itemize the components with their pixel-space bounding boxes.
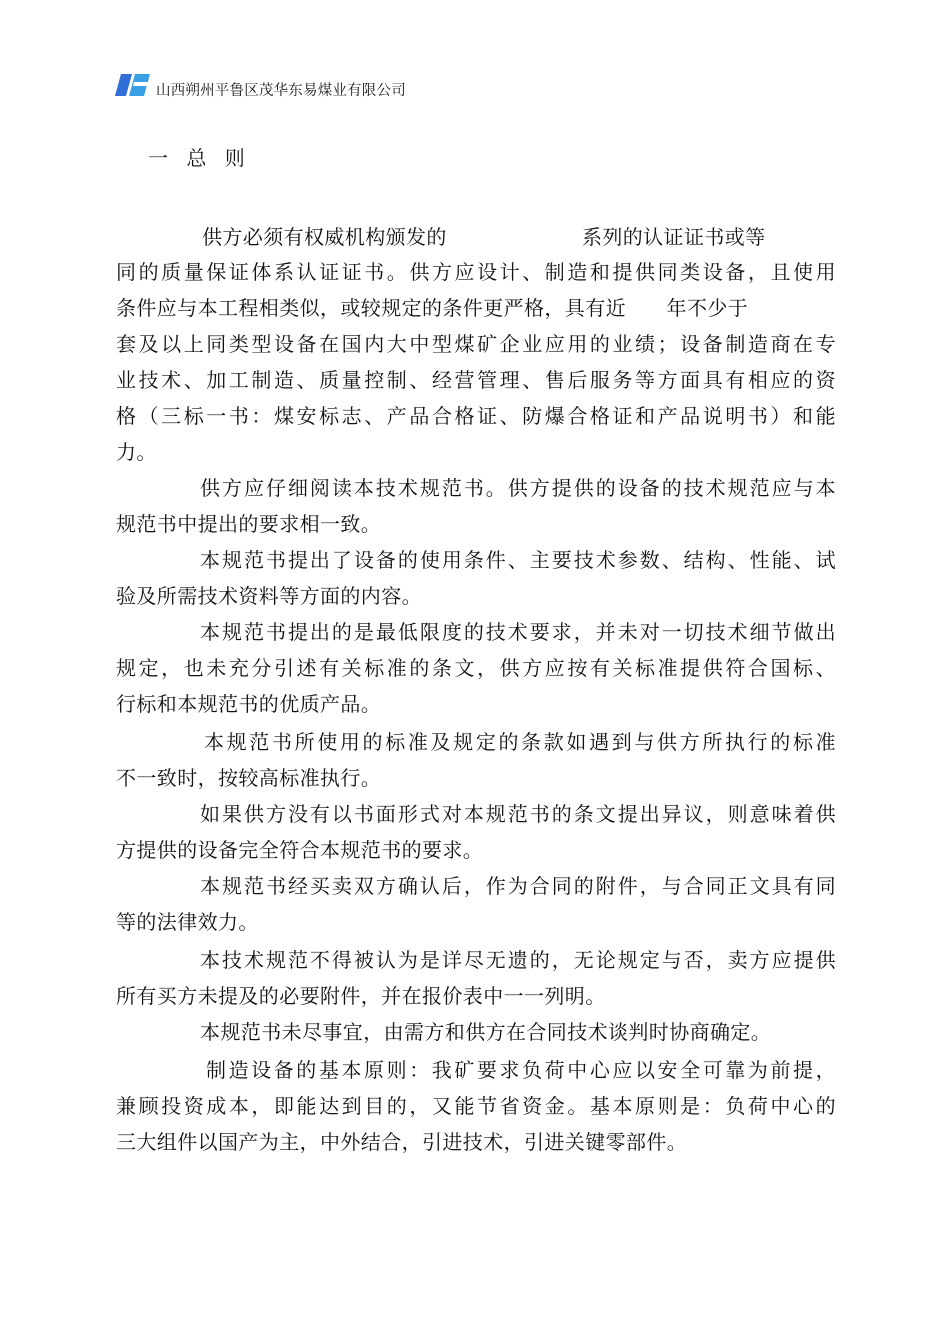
paragraph-line: 本技术规范不得被认为是详尽无遗的，无论规定与否，卖方应提供 <box>200 948 836 972</box>
paragraph-line: 本规范书所使用的标准及规定的条款如遇到与供方所执行的标准 <box>204 730 836 754</box>
paragraph-line: 同的质量保证体系认证证书。供方应设计、制造和提供同类设备，且使用 <box>116 260 836 284</box>
paragraph-line: 本规范书经买卖双方确认后，作为合同的附件，与合同正文具有同 <box>200 874 836 898</box>
paragraph-line: 制造设备的基本原则：我矿要求负荷中心应以安全可靠为前提， <box>206 1058 836 1082</box>
paragraph-line: 等的法律效力。 <box>116 910 259 934</box>
paragraph-line: 本规范书提出的是最低限度的技术要求，并未对一切技术细节做出 <box>200 620 836 644</box>
paragraph-line: 供方必须有权威机构颁发的 系列的认证证书或等 <box>202 225 766 249</box>
paragraph-line: 供方应仔细阅读本技术规范书。供方提供的设备的技术规范应与本 <box>200 476 836 500</box>
paragraph-line: 规范书中提出的要求相一致。 <box>116 512 382 536</box>
paragraph-line: 条件应与本工程相类似，或较规定的条件更严格，具有近 年不少于 <box>116 296 749 320</box>
paragraph-line: 如果供方没有以书面形式对本规范书的条文提出异议，则意味着供 <box>200 802 836 826</box>
paragraph-line: 力。 <box>116 440 157 464</box>
paragraph-line: 格（三标一书：煤安标志、产品合格证、防爆合格证和产品说明书）和能 <box>116 404 836 428</box>
paragraph-line: 不一致时，按较高标准执行。 <box>116 766 382 790</box>
paragraph-line: 行标和本规范书的优质产品。 <box>116 692 382 716</box>
paragraph-line: 三大组件以国产为主，中外结合，引进技术，引进关键零部件。 <box>116 1130 688 1154</box>
paragraph-line: 规定，也未充分引述有关标准的条文，供方应按有关标准提供符合国标、 <box>116 656 836 680</box>
paragraph-line: 本规范书未尽事宜，由需方和供方在合同技术谈判时协商确定。 <box>200 1020 772 1044</box>
paragraph-line: 验及所需技术资料等方面的内容。 <box>116 584 422 608</box>
paragraph-line: 本规范书提出了设备的使用条件、主要技术参数、结构、性能、试 <box>200 548 836 572</box>
paragraph-line: 业技术、加工制造、质量控制、经营管理、售后服务等方面具有相应的资 <box>116 368 836 392</box>
company-logo-icon <box>114 72 152 98</box>
paragraph-line: 兼顾投资成本，即能达到目的，又能节省资金。基本原则是：负荷中心的 <box>116 1094 836 1118</box>
company-name: 山西朔州平鲁区茂华东易煤业有限公司 <box>156 82 406 99</box>
paragraph-line: 方提供的设备完全符合本规范书的要求。 <box>116 838 484 862</box>
paragraph-line: 套及以上同类型设备在国内大中型煤矿企业应用的业绩；设备制造商在专 <box>116 332 836 356</box>
paragraph-line: 所有买方未提及的必要附件，并在报价表中一一列明。 <box>116 984 606 1008</box>
document-header <box>114 70 406 100</box>
section-title: 一 总 则 <box>148 146 251 170</box>
